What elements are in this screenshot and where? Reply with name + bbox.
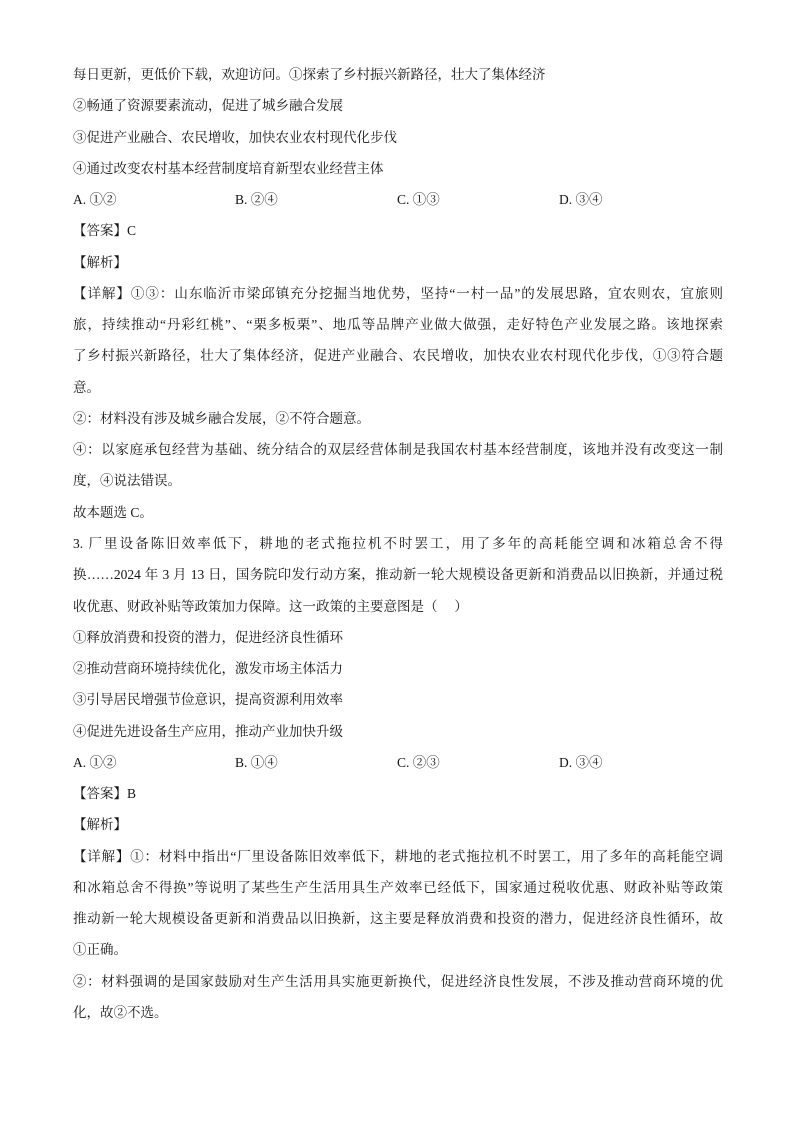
q3-option-c: C. ②③ [397,754,440,770]
q3-stem-line: 换……2024 年 3 月 13 日，国务院印发行动方案，推动新一轮大规模设备更新和消费品以旧换新，并通过税 [73,567,723,583]
q2-statement-4: ④通过改变农村基本经营制度培育新型农业经营主体 [73,160,384,176]
q2-statement-1-line [73,59,723,90]
q2-explanation-line: 度，④说法错误。 [73,473,181,489]
q2-statement-1: ①探索了乡村振兴新路径，壮大了集体经济 [289,67,546,82]
q2-option-d: D. ③④ [559,192,603,208]
site-notice: 每日更新，更低价下载，欢迎访问。 [73,67,289,82]
q2-options [73,184,723,215]
q3-option-b: B. ①④ [235,754,278,770]
q3-stem-line: 收优惠、财政补贴等政策加力保障。这一政策的主要意图是（ ） [73,598,468,614]
q3-statement-2: ②推动营商环境持续优化，激发市场主体活力 [73,661,343,677]
q3-explanation-line: 和冰箱总舍不得换”等说明了某些生产生活用具生产效率已经低下，国家通过税收优惠、财政补贴等政策 [73,879,723,895]
q2-explanation-line: ④：以家庭承包经营为基础、统分结合的双层经营体制是我国农村基本经营制度，该地并没有改变这一制 [73,442,723,458]
q2-conclusion: 故本题选 C。 [73,504,153,520]
q3-explanation-line: 【详解】①：材料中指出“厂里设备陈旧效率低下，耕地的老式拖拉机不时罢工，用了多年的高耗能空调 [73,848,723,864]
q3-stem-line: 3. 厂里设备陈旧效率低下，耕地的老式拖拉机不时罢工，用了多年的高耗能空调和冰箱总舍不得 [73,535,723,551]
q2-answer: 【答案】C [73,223,137,239]
q3-options [73,747,723,778]
q3-explanation-line: 化，故②不选。 [73,1004,168,1020]
q2-explanation-line: 了乡村振兴新路径，壮大了集体经济，促进产业融合、农民增收，加快农业农村现代化步伐，①③符合题 [73,348,723,364]
q3-statement-4: ④促进先进设备生产应用，推动产业加快升级 [73,723,343,739]
q2-explanation-line: 【详解】①③：山东临沂市梁邱镇充分挖掘当地优势，坚持“一村一品”的发展思路，宜农则农，宜旅则 [73,285,723,301]
q3-explanation-line: ②：材料强调的是国家鼓励对生产生活用具实施更新换代，促进经济良性发展，不涉及推动营商环境的优 [73,973,723,989]
q2-explanation-line: 旅，持续推动“丹彩红桃”、“栗多板栗”、地瓜等品牌产业做大做强，走好特色产业发展之路。该地探索 [73,317,723,333]
q2-statement-3: ③促进产业融合、农民增收，加快农业农村现代化步伐 [73,129,397,145]
q3-option-d: D. ③④ [559,754,603,770]
q3-statement-1: ①释放消费和投资的潜力，促进经济良性循环 [73,629,343,645]
q2-option-a: A. ①② [73,192,117,208]
q3-answer: 【答案】B [73,786,137,802]
q3-explanation-line: 推动新一轮大规模设备更新和消费品以旧换新，这主要是释放消费和投资的潜力，促进经济良性循环，故 [73,911,723,927]
q2-option-c: C. ①③ [397,192,440,208]
q2-analysis-heading: 【解析】 [73,254,127,270]
q2-explanation-line: ②：材料没有涉及城乡融合发展，②不符合题意。 [73,410,370,426]
q3-option-a: A. ①② [73,754,117,770]
q2-explanation-line: 意。 [73,379,100,395]
q3-analysis-heading: 【解析】 [73,817,127,833]
document-page-body [73,59,723,1028]
q3-statement-3: ③引导居民增强节俭意识，提高资源利用效率 [73,692,343,708]
q2-statement-2: ②畅通了资源要素流动，促进了城乡融合发展 [73,98,343,114]
q3-explanation-line: ①正确。 [73,942,127,958]
q2-option-b: B. ②④ [235,192,278,208]
